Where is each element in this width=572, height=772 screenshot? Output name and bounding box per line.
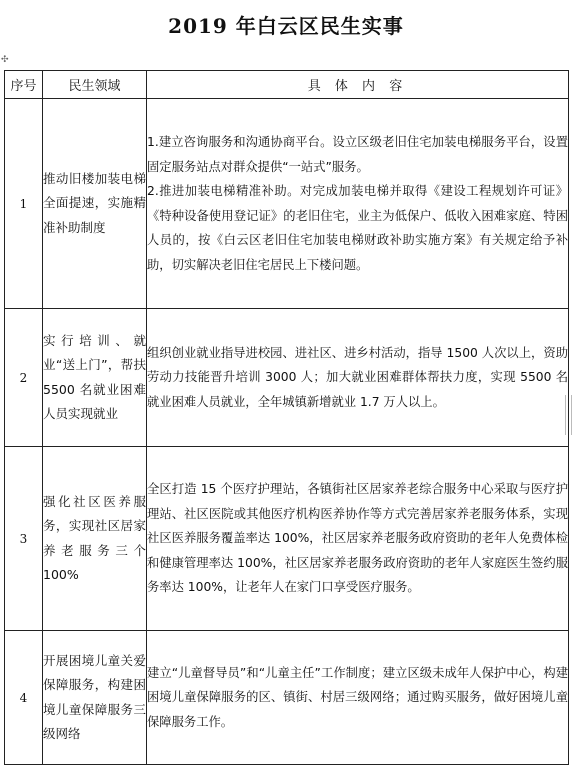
content-paragraph: 2.推进加装电梯精准补助。对完成加装电梯并取得《建设工程规划许可证》《特种设备使用登记证》的老旧住宅，业主为低保户、低收入困难家庭、特困人员的，按《白云区老旧住宅加装电梯财政补助实施方案》有关规定给予补助，切实解决老旧住宅居民上下楼问题。 [147, 184, 568, 272]
row-number: 2 [5, 309, 43, 447]
row-area: 实行培训、就业“送上门”，帮扶 5500 名就业困难人员实现就业 [43, 309, 147, 447]
row-area: 推动旧楼加装电梯全面提速，实施精准补助制度 [43, 99, 147, 309]
content-paragraph: 建立“儿童督导员”和“儿童主任”工作制度；建立区级未成年人保护中心，构建困境儿童保障服务的区、镇街、村居三级网络；通过购买服务，做好困境儿童保障服务工作。 [147, 665, 568, 729]
row-number: 4 [5, 631, 43, 765]
row-number: 3 [5, 447, 43, 631]
table-row [5, 447, 569, 631]
table-header-row [5, 71, 569, 99]
page-title: 2019 年白云区民生实事 [168, 14, 404, 38]
row-content [147, 309, 569, 447]
table-row [5, 99, 569, 309]
header-area: 民生领域 [43, 71, 147, 99]
row-area: 强化社区医养服务，实现社区居家养老服务三个 100% [43, 447, 147, 631]
scrollbar-handle[interactable] [565, 395, 572, 435]
content-paragraph: 1.建立咨询服务和沟通协商平台。设立区级老旧住宅加装电梯服务平台，设置固定服务站点对群众提供“一站式”服务。 [147, 135, 568, 174]
row-content [147, 99, 569, 309]
row-area: 开展困境儿童关爱保障服务，构建困境儿童保障服务三级网络 [43, 631, 147, 765]
table-anchor-icon: ✣ [1, 55, 9, 65]
content-paragraph: 全区打造 15 个医疗护理站，各镇街社区居家养老综合服务中心采取与医疗护理站、社区医院或其他医疗机构医养协作等方式完善居家养老服务体系，实现社区医养服务覆盖率达 100%，社区居家养老服务政府资助的老年人免费体检和健康管理率达 100%，社区居家养老服务政府资助的老年人家庭医生签约服务率达 100%，让老年人在家门口享受医疗服务。 [147, 482, 568, 595]
row-content [147, 631, 569, 765]
livelihood-table [4, 70, 569, 765]
header-content: 具 体 内 容 [147, 71, 569, 99]
table-row [5, 309, 569, 447]
row-number: 1 [5, 99, 43, 309]
header-no: 序号 [5, 71, 43, 99]
content-paragraph: 组织创业就业指导进校园、进社区、进乡村活动，指导 1500 人次以上，资助劳动力技能晋升培训 3000 人；加大就业困难群体帮扶力度，实现 5500 名就业困难人员就业，全年城镇新增就业 1.7 万人以上。 [147, 345, 568, 409]
table-row [5, 631, 569, 765]
row-content [147, 447, 569, 631]
